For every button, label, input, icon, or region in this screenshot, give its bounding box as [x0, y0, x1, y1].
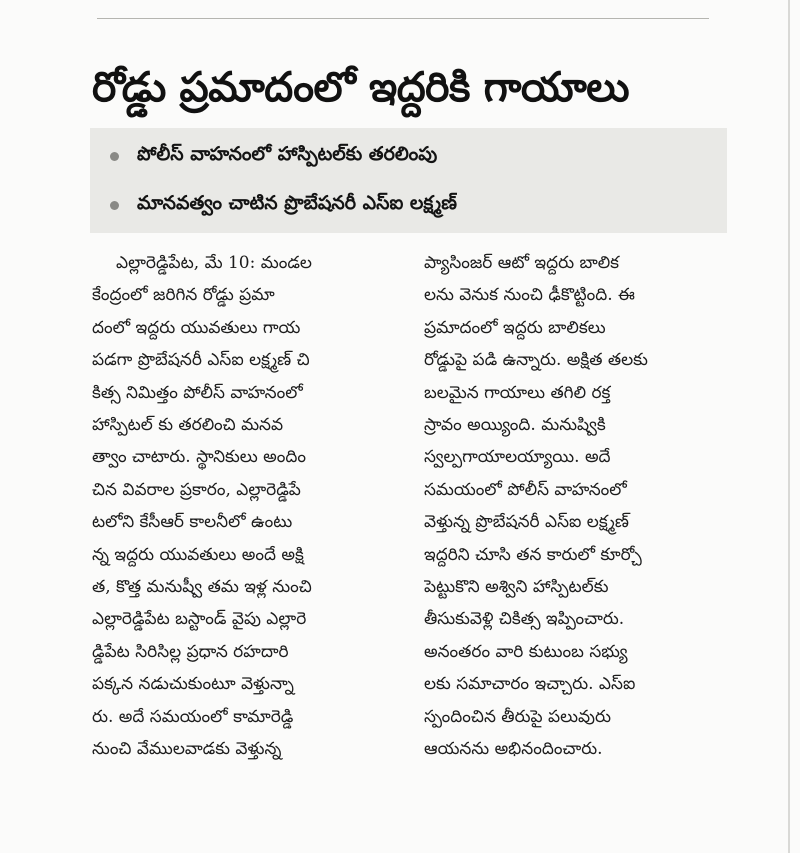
body-line: త, కొత్త మనుష్వీ తమ ఇళ్ల నుంచి [92, 577, 312, 598]
subheads-box [90, 128, 727, 233]
body-line: ఎల్లారెడ్డిపేట, మే 10: మండల [116, 253, 312, 273]
subhead-text: పోలీస్ వాహనంలో హాస్పిటల్‌కు తరలింపు [137, 142, 438, 165]
body-line: పెట్టుకొని అశ్విని హాస్పిటల్‌కు [424, 577, 609, 598]
bullet-icon [110, 201, 119, 210]
body-line: లను వెనుక నుంచి ఢీకొట్టింది. ఈ [424, 285, 635, 306]
body-column-left [92, 247, 392, 766]
body-line: టలోని కేసీఆర్ కాలనీలో ఉంటు [92, 512, 293, 533]
body-line: స్రావం అయ్యింది. మనుష్వికి [424, 415, 606, 436]
body-column-right [424, 247, 726, 766]
body-line: వెళ్తున్న ప్రొబేషనరీ ఎస్ఐ లక్ష్మణ్ [424, 512, 629, 533]
bullet-icon [110, 152, 119, 161]
column-gutter [410, 244, 411, 824]
body-line: త్వాం చాటారు. స్థానికులు అందిం [92, 447, 306, 468]
body-line: డ్డిపేట సిరిసిల్ల ప్రధాన రహదారి [92, 641, 289, 662]
body-line: కేంద్రంలో జరిగిన రోడ్డు ప్రమా [92, 285, 275, 306]
subhead-item [90, 134, 727, 178]
body-line: స్పందించిన తీరుపై పలువురు [424, 706, 611, 727]
subhead-item [90, 183, 727, 227]
body-line: పడగా ప్రొబేషనరీ ఎస్ఐ లక్ష్మణ్ చి [92, 350, 310, 371]
subhead-text: మానవత్వం చాటిన ప్రొబేషనరీ ఎస్ఐ లక్ష్మణ్ [137, 191, 457, 214]
body-line: స్వల్పగాయాలయ్యాయి. అదే [424, 447, 611, 468]
body-line: రోడ్డుపై పడి ఉన్నారు. అక్షిత తలకు [424, 350, 648, 371]
body-line: నుంచి వేములవాడకు వెళ్తున్న [92, 739, 282, 760]
body-line: లకు సమాచారం ఇచ్చారు. ఎస్ఐ [424, 674, 636, 695]
body-line: న్న ఇద్దరు యువతులు అందే అక్షి [92, 544, 304, 565]
body-line: చిన వివరాల ప్రకారం, ఎల్లారెడ్డిపే [92, 479, 301, 500]
top-rule [97, 18, 709, 19]
body-line: కిత్స నిమిత్తం పోలీస్ వాహనంలో [92, 382, 303, 403]
body-line: ఆయనను అభినందించారు. [424, 739, 603, 760]
body-line: ఎల్లారెడ్డిపేట బస్టాండ్ వైపు ఎల్లారె [92, 609, 307, 630]
body-line: హాస్పిటల్ కు తరలించి మనవ [92, 415, 284, 436]
body-line: దంలో ఇద్దరు యువతులు గాయ [92, 317, 301, 338]
body-line: రు. అదే సమయంలో కామారెడ్డి [92, 706, 294, 727]
body-line: బలమైన గాయాలు తగిలి రక్త [424, 382, 611, 403]
body-line: తీసుకువెళ్లి చికిత్స ఇప్పించారు. [424, 609, 625, 630]
headline: రోడ్డు ప్రమాదంలో ఇద్దరికి గాయాలు [92, 63, 630, 111]
body-line: అనంతరం వారి కుటుంబ సభ్యు [424, 641, 628, 662]
body-line: పక్కన నడుచుకుంటూ వెళ్తున్నా [92, 674, 294, 695]
page-edge-border [788, 0, 790, 853]
body-line: ప్రమాదంలో ఇద్దరు బాలికలు [424, 317, 606, 338]
body-line: ఇద్దరిని చూసి తన కారులో కూర్చో [424, 544, 642, 565]
body-line: సమయంలో పోలీస్ వాహనంలో [424, 479, 627, 500]
body-line: ప్యాసింజర్ ఆటో ఇద్దరు బాలిక [424, 253, 620, 273]
